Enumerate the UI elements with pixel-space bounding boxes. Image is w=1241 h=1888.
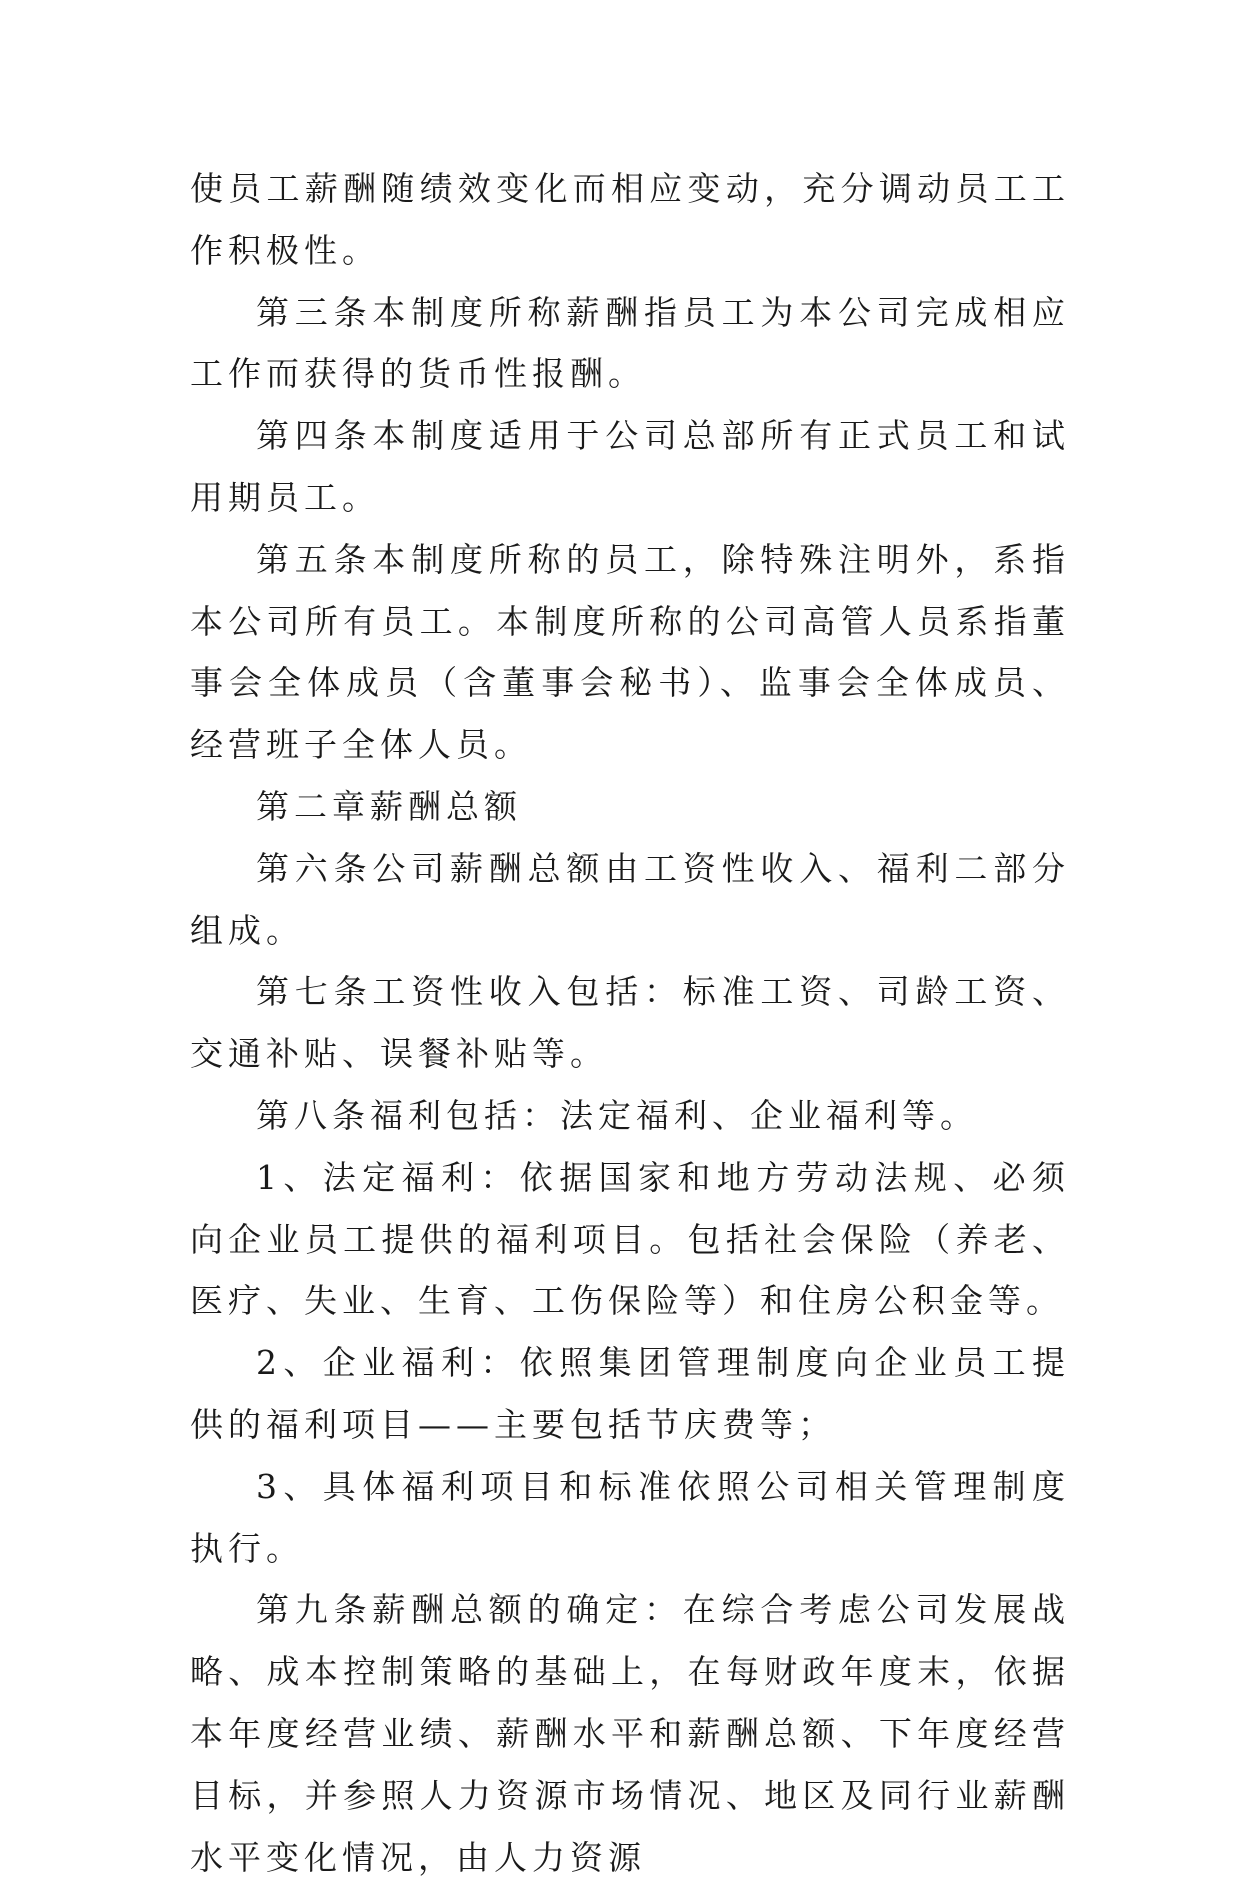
paragraph-article-8: 第八条福利包括：法定福利、企业福利等。 xyxy=(256,1095,978,1135)
paragraph-intro-continuation: 使员工薪酬随绩效变化而相应变动，充分调动员工工作积极性。 xyxy=(190,169,1070,270)
paragraph-article-4: 第四条本制度适用于公司总部所有正式员工和试用期员工。 xyxy=(190,416,1070,517)
paragraph-article-5: 第五条本制度所称的员工，除特殊注明外，系指本公司所有员工。本制度所称的公司高管人员系指董事会全体成员（含董事会秘书）、监事会全体成员、经营班子全体人员。 xyxy=(190,539,1070,765)
paragraph-article-9: 第九条薪酬总额的确定：在综合考虑公司发展战略、成本控制策略的基础上，在每财政年度末，依据本年度经营业绩、薪酬水平和薪酬总额、下年度经营目标，并参照人力资源市场情况、地区及同行业薪酬水平变化情况，由人力资源 xyxy=(190,1590,1070,1877)
list-item-enterprise-welfare: 2、企业福利：依照集团管理制度向企业员工提供的福利项目——主要包括节庆费等； xyxy=(190,1343,1070,1444)
list-item-statutory-welfare: 1、法定福利：依据国家和地方劳动法规、必须向企业员工提供的福利项目。包括社会保险（养老、医疗、失业、生育、工伤保险等）和住房公积金等。 xyxy=(190,1157,1070,1321)
paragraph-article-7: 第七条工资性收入包括：标准工资、司龄工资、交通补贴、误餐补贴等。 xyxy=(190,972,1070,1074)
chapter-heading: 第二章薪酬总额 xyxy=(256,786,522,826)
paragraph-article-6: 第六条公司薪酬总额由工资性收入、福利二部分组成。 xyxy=(190,848,1070,950)
paragraph-article-3: 第三条本制度所称薪酬指员工为本公司完成相应工作而获得的货币性报酬。 xyxy=(190,292,1070,394)
list-item-welfare-standards: 3、具体福利项目和标准依照公司相关管理制度执行。 xyxy=(190,1466,1070,1568)
document-body xyxy=(190,158,1070,1888)
